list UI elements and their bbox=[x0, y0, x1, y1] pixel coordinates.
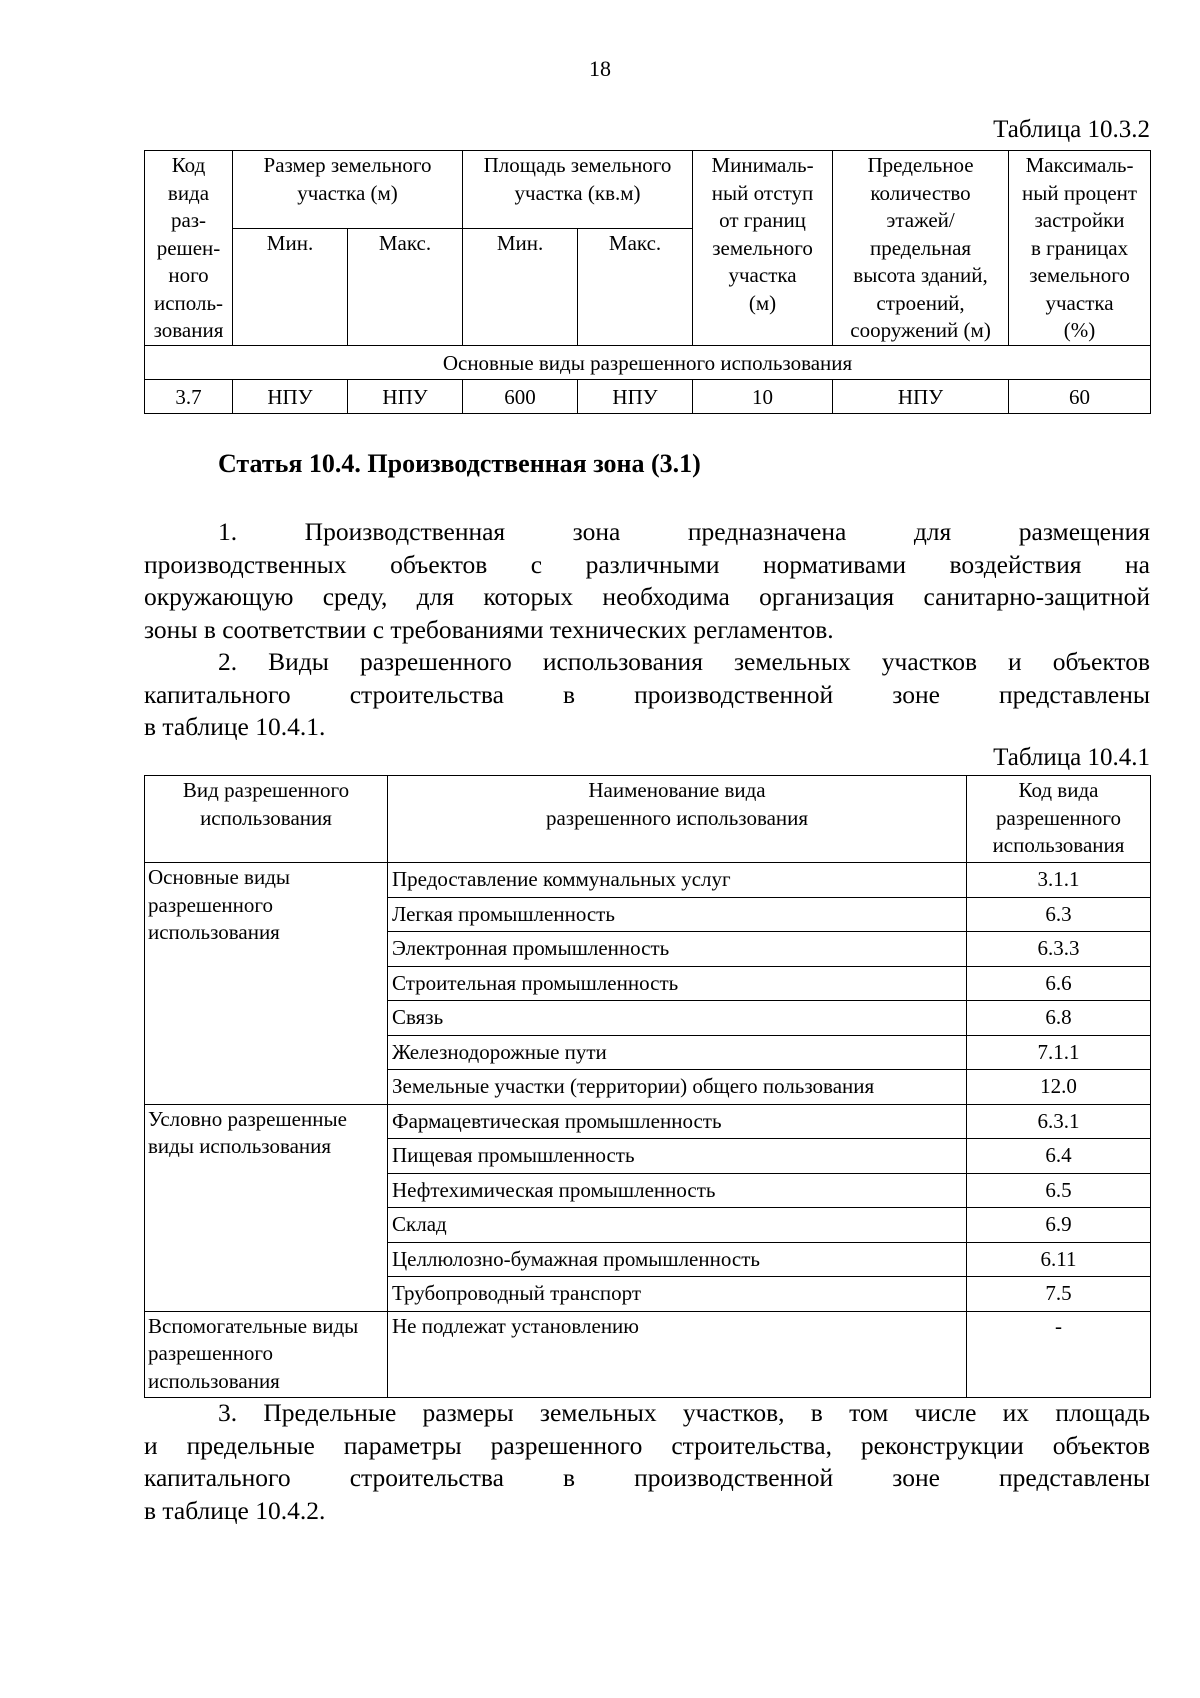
header-area-min: Мин. bbox=[463, 229, 578, 346]
cell-code: 6.6 bbox=[967, 966, 1151, 1001]
cell-name: Связь bbox=[388, 1001, 967, 1036]
cell-code: 6.4 bbox=[967, 1139, 1151, 1174]
article-heading: Статья 10.4. Производственная зона (3.1) bbox=[218, 449, 701, 478]
header-setback: Минималь- ный отступ от границ земельного участка (м) bbox=[693, 151, 833, 346]
cell-code: 7.1.1 bbox=[967, 1035, 1151, 1070]
cell-code: 6.3.3 bbox=[967, 932, 1151, 967]
paragraph-line: капитального строительства в производственной зоне представлены bbox=[144, 679, 1150, 709]
header-size-max: Макс. bbox=[348, 229, 463, 346]
page-number: 18 bbox=[589, 56, 611, 81]
cell-name: Железнодорожные пути bbox=[388, 1035, 967, 1070]
cell-code: 7.5 bbox=[967, 1277, 1151, 1312]
group-label-auxiliary: Вспомогательные виды разрешенного использования bbox=[145, 1311, 388, 1397]
paragraph-line: в таблице 10.4.2. bbox=[144, 1495, 326, 1525]
table-10-3-2 bbox=[144, 150, 1151, 414]
cell-code: 6.9 bbox=[967, 1208, 1151, 1243]
cell-code: 6.11 bbox=[967, 1242, 1151, 1277]
cell-setback: 10 bbox=[693, 380, 833, 414]
paragraph-line: и предельные параметры разрешенного строительства, реконструкции объектов bbox=[144, 1430, 1150, 1460]
paragraph-line: 2. Виды разрешенного использования земельных участков и объектов bbox=[218, 647, 1150, 676]
paragraph-line: производственных объектов с различными нормативами воздействия на bbox=[144, 549, 1150, 579]
cell-code: 3.1.1 bbox=[967, 863, 1151, 898]
cell-name: Земельные участки (территории) общего пользования bbox=[388, 1070, 967, 1105]
table-row bbox=[145, 1311, 1151, 1397]
paragraph-line: в таблице 10.4.1. bbox=[144, 712, 326, 742]
cell-code: 6.5 bbox=[967, 1173, 1151, 1208]
header-size-min: Мин. bbox=[233, 229, 348, 346]
cell-area-max: НПУ bbox=[578, 380, 693, 414]
paragraph-line: 1. Производственная зона предназначена для размещения bbox=[218, 517, 1150, 546]
cell-coverage: 60 bbox=[1009, 380, 1151, 414]
cell-name: Легкая промышленность bbox=[388, 897, 967, 932]
header-area-max: Макс. bbox=[578, 229, 693, 346]
cell-size-min: НПУ bbox=[233, 380, 348, 414]
paragraph-2 bbox=[144, 646, 1150, 744]
cell-area-min: 600 bbox=[463, 380, 578, 414]
paragraph-1 bbox=[144, 516, 1150, 646]
cell-code: 6.3 bbox=[967, 897, 1151, 932]
section-row: Основные виды разрешенного использования bbox=[145, 346, 1151, 380]
table-caption-10-4-1: Таблица 10.4.1 bbox=[993, 744, 1150, 771]
table-caption-10-3-2: Таблица 10.3.2 bbox=[993, 116, 1150, 143]
cell-name: Целлюлозно-бумажная промышленность bbox=[388, 1242, 967, 1277]
header-code: Код вида раз- решен- ного исполь- зования bbox=[145, 151, 233, 346]
paragraph-line: 3. Предельные размеры земельных участков, в том числе их площадь bbox=[218, 1398, 1150, 1427]
paragraph-line: зоны в соответствии с требованиями технических регламентов. bbox=[144, 614, 834, 644]
paragraph-line: капитального строительства в производственной зоне представлены bbox=[144, 1463, 1150, 1493]
table-row bbox=[145, 1104, 1151, 1139]
table-row bbox=[145, 380, 1151, 414]
header-floors: Предельное количество этажей/ предельная высота зданий, строений, сооружений (м) bbox=[833, 151, 1009, 346]
cell-floors: НПУ bbox=[833, 380, 1009, 414]
cell-code: - bbox=[967, 1311, 1151, 1397]
header-area: Площадь земельного участка (кв.м) bbox=[463, 151, 693, 229]
cell-name: Не подлежат установлению bbox=[388, 1311, 967, 1397]
cell-size-max: НПУ bbox=[348, 380, 463, 414]
cell-code: 12.0 bbox=[967, 1070, 1151, 1105]
cell-code: 6.3.1 bbox=[967, 1104, 1151, 1139]
paragraph-line: окружающую среду, для которых необходима организация санитарно-защитной bbox=[144, 582, 1150, 612]
cell-name: Предоставление коммунальных услуг bbox=[388, 863, 967, 898]
cell-name: Нефтехимическая промышленность bbox=[388, 1173, 967, 1208]
header-name: Наименование вида разрешенного использования bbox=[388, 776, 967, 863]
table-row bbox=[145, 863, 1151, 898]
header-size: Размер земельного участка (м) bbox=[233, 151, 463, 229]
cell-code: 6.8 bbox=[967, 1001, 1151, 1036]
cell-name: Пищевая промышленность bbox=[388, 1139, 967, 1174]
header-coverage: Максималь- ный процент застройки в границах земельного участка (%) bbox=[1009, 151, 1151, 346]
group-label-main: Основные виды разрешенного использования bbox=[145, 863, 388, 1105]
group-label-conditional: Условно разрешенные виды использования bbox=[145, 1104, 388, 1311]
header-kind: Вид разрешенного использования bbox=[145, 776, 388, 863]
cell-code: 3.7 bbox=[145, 380, 233, 414]
header-code: Код вида разрешенного использования bbox=[967, 776, 1151, 863]
cell-name: Строительная промышленность bbox=[388, 966, 967, 1001]
cell-name: Фармацевтическая промышленность bbox=[388, 1104, 967, 1139]
cell-name: Склад bbox=[388, 1208, 967, 1243]
cell-name: Трубопроводный транспорт bbox=[388, 1277, 967, 1312]
cell-name: Электронная промышленность bbox=[388, 932, 967, 967]
paragraph-3 bbox=[144, 1397, 1150, 1527]
table-10-4-1 bbox=[144, 775, 1151, 1398]
